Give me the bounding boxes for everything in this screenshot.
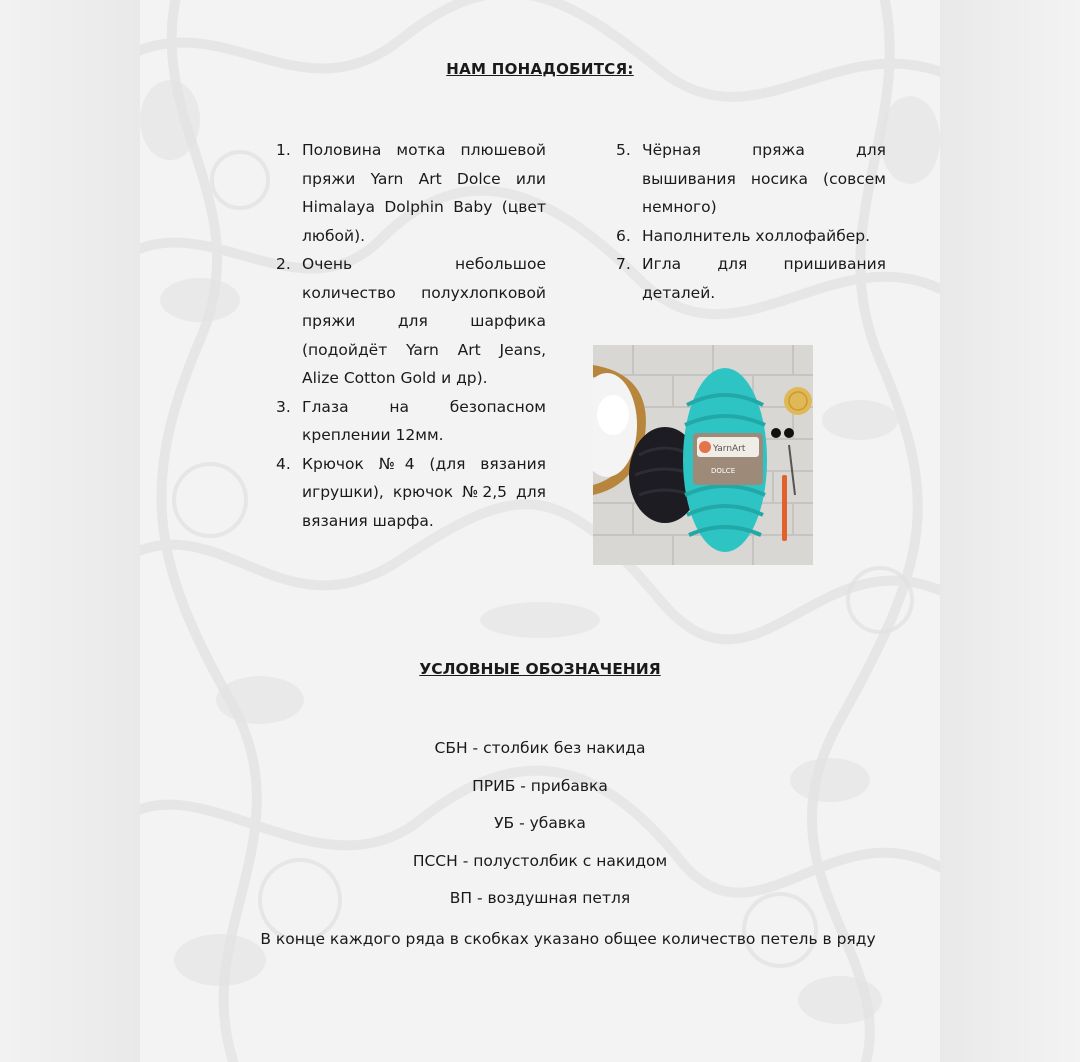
- list-item: [276, 250, 546, 393]
- item-number: 3.: [276, 397, 291, 416]
- item-number: 6.: [616, 226, 631, 245]
- abbreviations-list: [140, 734, 940, 922]
- list-item: [276, 450, 546, 536]
- item-text: Наполнитель холлофайбер.: [642, 226, 871, 245]
- brand-label: YarnArt: [713, 444, 746, 454]
- item-number: 1.: [276, 141, 291, 159]
- list-item: [616, 136, 886, 222]
- list-item: [616, 250, 886, 307]
- item-number: 7.: [616, 255, 631, 273]
- page-title: НАМ ПОНАДОБИТСЯ:: [446, 60, 634, 78]
- item-text: Половина мотка плюшевой пряжи Yarn Art Dolce или Himalaya Dolphin Baby (цвет любой).: [302, 141, 546, 245]
- abbreviation-item: ВП - воздушная петля: [449, 889, 631, 907]
- left-margin: [0, 0, 140, 1062]
- legend-title: УСЛОВНЫЕ ОБОЗНАЧЕНИЯ: [419, 660, 661, 678]
- item-text: Игла для пришивания деталей.: [642, 255, 886, 302]
- item-number: 4.: [276, 454, 291, 473]
- list-item: [616, 222, 886, 251]
- right-margin: [940, 0, 1080, 1062]
- materials-list-left: [276, 136, 546, 535]
- abbreviation-item: ПССН - полустолбик с накидом: [412, 851, 668, 870]
- document-page: [140, 0, 940, 1062]
- product-label: DOLCE: [711, 467, 736, 475]
- item-text: Чёрная пряжа для вышивания носика (совсем немного): [642, 141, 886, 216]
- item-text: Глаза на безопасном креплении 12мм.: [302, 397, 546, 444]
- list-item: [276, 136, 546, 250]
- abbreviation-item: УБ - убавка: [494, 814, 586, 832]
- list-item: [276, 393, 546, 450]
- item-text: Крючок №4 (для вязания игрушки), крючок №2,5 для вязания шарфа.: [302, 454, 546, 530]
- abbreviation-item: ПРИБ - прибавка: [472, 776, 608, 795]
- item-number: 5.: [616, 141, 631, 159]
- materials-photo: [593, 345, 813, 565]
- materials-list-right: [616, 136, 886, 307]
- abbreviation-item: СБН - столбик без накида: [434, 739, 646, 757]
- row-count-note: В конце каждого ряда в скобках указано общее количество петель в ряду: [260, 930, 876, 948]
- yarn-photo-illustration: [593, 345, 813, 565]
- item-number: 2.: [276, 255, 291, 273]
- item-text: Очень небольшое количество полухлопковой пряжи для шарфика (подойдёт Yarn Art Jeans, Alize Cotton Gold и др).: [302, 255, 546, 387]
